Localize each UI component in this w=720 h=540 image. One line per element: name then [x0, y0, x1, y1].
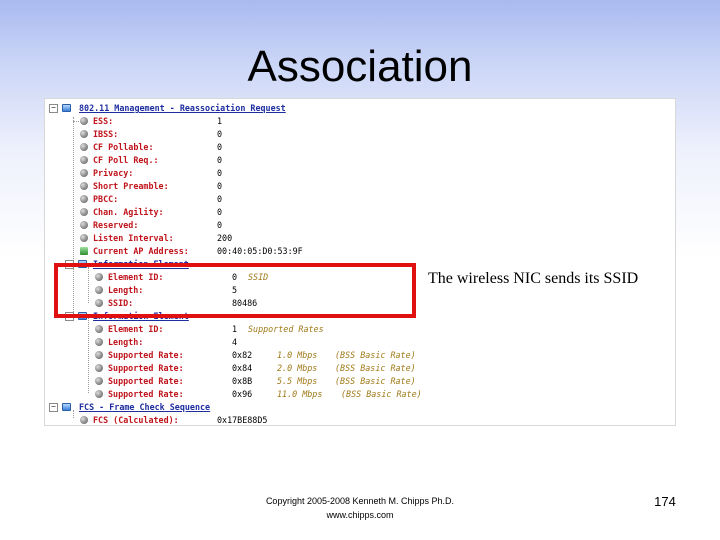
field-value: 0x84 — [232, 363, 253, 373]
field-label: Length: — [108, 337, 144, 347]
field-label: CF Poll Req.: — [93, 155, 159, 165]
field-icon — [80, 182, 88, 190]
field-value: 0 — [217, 220, 223, 230]
field-icon — [80, 143, 88, 151]
callout-text: The wireless NIC sends its SSID — [428, 270, 639, 287]
rate-type: (BSS Basic Rate) — [335, 363, 416, 373]
field-value: 0 — [217, 168, 223, 178]
field-icon — [80, 169, 88, 177]
collapse-icon[interactable]: − — [65, 260, 74, 269]
field-icon — [95, 390, 103, 398]
field-value: 0x17BE88D5 — [217, 415, 268, 425]
field-value: 0 — [217, 129, 223, 139]
field-label: FCS (Calculated): — [93, 415, 179, 425]
footer — [200, 494, 520, 522]
rate-value: 11.0 Mbps — [277, 389, 323, 399]
field-value: 0 — [217, 155, 223, 165]
page-number: 174 — [654, 494, 676, 509]
field-label: IBSS: — [93, 129, 119, 139]
tree-connector — [88, 317, 89, 393]
field-label: CF Pollable: — [93, 142, 154, 152]
field-label: Short Preamble: — [93, 181, 169, 191]
field-label: Supported Rate: — [108, 376, 184, 386]
field-label: Length: — [108, 285, 144, 295]
field-label: PBCC: — [93, 194, 119, 204]
field-icon — [80, 195, 88, 203]
field-value: 5 — [232, 285, 238, 295]
collapse-icon[interactable]: − — [49, 104, 58, 113]
field-value: 1 — [217, 116, 223, 126]
field-description: Supported Rates — [248, 324, 324, 334]
tree-connector — [73, 117, 74, 267]
ssid-highlight-box — [54, 263, 416, 318]
field-icon — [95, 338, 103, 346]
field-value: 00:40:05:D0:53:9F — [217, 246, 303, 256]
field-icon — [80, 416, 88, 424]
field-value: 0 — [232, 272, 238, 282]
field-label: Current AP Address: — [93, 246, 189, 256]
address-icon — [80, 247, 88, 255]
field-value: 200 — [217, 233, 233, 243]
field-icon — [80, 208, 88, 216]
rate-value: 2.0 Mbps — [277, 363, 318, 373]
field-value: 0 — [217, 142, 223, 152]
rate-value: 5.5 Mbps — [277, 376, 318, 386]
field-icon — [95, 377, 103, 385]
field-value: 0x82 — [232, 350, 253, 360]
field-icon — [80, 130, 88, 138]
packet-decode-tree — [45, 99, 675, 425]
field-label: Reserved: — [93, 220, 139, 230]
tree-header-label: 802.11 Management - Reassociation Request — [79, 103, 286, 113]
field-label: Element ID: — [108, 324, 164, 334]
field-description: SSID — [248, 272, 269, 282]
field-icon — [80, 234, 88, 242]
tree-connector — [73, 121, 79, 122]
field-label: Supported Rate: — [108, 389, 184, 399]
tree-header-label: FCS - Frame Check Sequence — [79, 402, 211, 412]
field-label: Chan. Agility: — [93, 207, 164, 217]
field-value: 0 — [217, 207, 223, 217]
field-icon — [80, 156, 88, 164]
collapse-icon[interactable]: − — [49, 403, 58, 412]
field-icon — [95, 364, 103, 372]
rate-value: 1.0 Mbps — [277, 350, 318, 360]
rate-type: (BSS Basic Rate) — [335, 376, 416, 386]
tree-connector — [73, 410, 74, 418]
field-icon — [80, 221, 88, 229]
field-value: 0 — [217, 194, 223, 204]
field-label: Privacy: — [93, 168, 134, 178]
field-icon — [80, 117, 88, 125]
field-label: Element ID: — [108, 272, 164, 282]
protocol-icon — [62, 403, 71, 411]
field-value: 0 — [217, 181, 223, 191]
slide-title: Association — [247, 42, 473, 91]
field-value: 1 — [232, 324, 238, 334]
field-label: Supported Rate: — [108, 363, 184, 373]
field-label: Supported Rate: — [108, 350, 184, 360]
field-value: 0x8B — [232, 376, 253, 386]
rate-type: (BSS Basic Rate) — [335, 350, 416, 360]
field-value: 0x96 — [232, 389, 253, 399]
field-value: 4 — [232, 337, 238, 347]
field-label: Listen Interval: — [93, 233, 174, 243]
footer-url: www.chipps.com — [326, 510, 394, 520]
field-icon — [95, 325, 103, 333]
tree-header-label: Information Element — [93, 259, 189, 269]
field-icon — [95, 351, 103, 359]
field-label: SSID: — [108, 298, 134, 308]
rate-type: (BSS Basic Rate) — [341, 389, 422, 399]
protocol-icon — [62, 104, 71, 112]
field-value: 80486 — [232, 298, 258, 308]
tree-header-label: Information Element — [93, 311, 189, 321]
collapse-icon[interactable]: − — [65, 312, 74, 321]
field-label: ESS: — [93, 116, 114, 126]
footer-copyright: Copyright 2005-2008 Kenneth M. Chipps Ph.D. — [265, 496, 455, 506]
